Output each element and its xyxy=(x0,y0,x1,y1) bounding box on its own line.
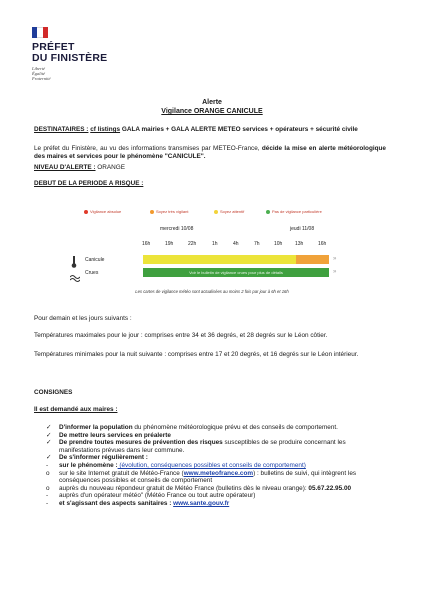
red-dot-icon xyxy=(84,210,88,214)
niveau-alerte xyxy=(34,164,386,172)
timeline-day1: mercredi 10/08 xyxy=(160,226,194,232)
thermometer-icon xyxy=(70,255,78,267)
dash-icon: - xyxy=(46,492,49,500)
item-bold: et s'agissant des aspects sanitaires : xyxy=(59,499,174,507)
item-rest: susceptibles de se produire concernant les manifestations prévues dans leur commune. xyxy=(59,439,346,454)
item-text: sur le site Internet gratuit de Météo-France ( xyxy=(59,469,184,477)
hour-label: 16h xyxy=(318,241,327,247)
hour-label: 10h xyxy=(274,241,283,247)
hour-label: 19h xyxy=(165,241,174,247)
sante-link[interactable]: www.sante.gouv.fr xyxy=(173,499,230,507)
crues-bar: Voir le bulletin de vigilance crues pour plus de détails xyxy=(143,268,329,277)
check-icon: ✓ xyxy=(46,439,52,447)
destinataires-block xyxy=(34,126,386,134)
niveau-label: NIVEAU D'ALERTE : xyxy=(34,164,96,171)
hour-label: 4h xyxy=(233,241,239,247)
alert-title: Alerte xyxy=(202,99,222,106)
list-item xyxy=(34,439,386,454)
item-text: auprès du nouveau répondeur gratuit de Météo France (bulletins dès le niveau orange): xyxy=(59,484,309,492)
hour-label: 1h xyxy=(212,241,218,247)
republic-motto xyxy=(32,66,51,81)
dash-icon: - xyxy=(46,461,49,469)
intro-bold: décide la mise en alerte météorologique des maires et services pour le phénomène "CANICULE". xyxy=(34,145,386,160)
list-item xyxy=(34,454,386,462)
legend-item-red xyxy=(84,209,121,214)
list-item xyxy=(34,492,386,500)
list-item xyxy=(34,462,386,470)
list-item xyxy=(34,500,386,508)
circle-bullet-icon: o xyxy=(46,469,50,477)
legend-label-green: Pas de vigilance particulière xyxy=(272,209,322,214)
debut-periode xyxy=(34,180,386,188)
list-item xyxy=(34,470,386,485)
hour-label: 22h xyxy=(188,241,197,247)
list-item xyxy=(34,432,386,440)
item-text: ) : bulletins de suivi, qui intègrent les conséquences possibles et conseils de comportement xyxy=(59,469,357,485)
row-label-crues: Crues xyxy=(85,270,99,276)
canicule-row-end-icon: » xyxy=(333,256,337,262)
yellow-dot-icon xyxy=(214,210,218,214)
item-rest: du phénomène météorologique prévu et des conseils de comportement. xyxy=(132,424,338,431)
canicule-bar-orange xyxy=(296,255,329,264)
item-bold: sur le phénomène : xyxy=(59,461,118,469)
timeline-note: Les cartes de vigilance météo sont actualisées au moins 2 fois par jour à 6h et 16h xyxy=(135,289,289,294)
intro-plain: Le préfet du Finistère, au vu des informations transmises par METEO-France, xyxy=(34,145,262,152)
phone-number: 05.67.22.95.00 xyxy=(308,484,352,492)
list-item xyxy=(34,485,386,493)
legend-item-green xyxy=(266,209,322,214)
intro-paragraph xyxy=(34,145,386,161)
orange-dot-icon xyxy=(150,210,154,214)
prefecture-name xyxy=(32,42,107,64)
check-icon: ✓ xyxy=(46,431,52,439)
marianne-flag-logo xyxy=(32,27,48,38)
suivants-heading: Pour demain et les jours suivants : xyxy=(34,315,132,322)
row-label-canicule: Canicule xyxy=(85,257,105,263)
timeline-hours xyxy=(140,241,340,249)
item-text: auprès d'un opérateur météo" (Météo France ou tout autre opérateur) xyxy=(59,492,256,500)
list-item xyxy=(34,424,386,432)
legend-item-orange xyxy=(150,209,188,214)
prefet-line2: DU FINISTÈRE xyxy=(32,52,108,64)
legend-label-yellow: Soyez attentif xyxy=(220,209,245,214)
phenomene-link[interactable]: (évolution, conséquences possibles et conseils de comportement) xyxy=(117,461,306,469)
dash-icon: - xyxy=(46,499,49,507)
destinataires-text: GALA mairies + GALA ALERTE METEO services + opérateurs + sécurité civile xyxy=(120,126,358,133)
consignes-title: CONSIGNES xyxy=(34,389,73,396)
check-icon: ✓ xyxy=(46,424,52,431)
wave-icon xyxy=(70,269,80,277)
consignes-list xyxy=(34,424,386,508)
legend-label-orange: Soyez très vigilant xyxy=(156,209,189,214)
debut-label: DEBUT DE LA PERIODE A RISQUE : xyxy=(34,180,144,187)
alert-subtitle: Vigilance ORANGE CANICULE xyxy=(161,108,263,115)
crues-row-end-icon: » xyxy=(333,269,337,275)
legend-item-yellow xyxy=(214,209,244,214)
hour-label: 16h xyxy=(142,241,151,247)
destinataires-list: cf listings xyxy=(90,126,121,133)
motto-fraternite: Fraternité xyxy=(32,76,51,81)
item-bold: D'informer la population xyxy=(59,424,133,431)
hour-label: 7h xyxy=(254,241,260,247)
timeline-day2: jeudi 11/08 xyxy=(290,226,315,232)
meteofrance-link[interactable]: www.meteofrance.com xyxy=(183,469,254,477)
vigilance-legend xyxy=(84,207,344,217)
motto-egalite: Égalité xyxy=(32,71,45,76)
green-dot-icon xyxy=(266,210,270,214)
hour-label: 13h xyxy=(295,241,304,247)
circle-bullet-icon: o xyxy=(46,484,50,492)
item-bold: De mettre leurs services en préalerte xyxy=(59,431,171,439)
motto-liberte: Liberté xyxy=(32,66,45,71)
check-icon: ✓ xyxy=(46,454,52,462)
item-bold: De s'informer régulièrement : xyxy=(59,454,148,462)
temp-max-paragraph: Températures maximales pour le jour : comprises entre 34 et 36 degrés, et 28 degrés sur le Léon côtier. xyxy=(34,332,328,339)
destinataires-label: DESTINATAIRES : xyxy=(34,126,89,133)
prefet-line1: PRÉFET xyxy=(32,41,75,53)
item-bold: De prendre toutes mesures de prévention des risques xyxy=(59,439,223,447)
legend-label-red: Vigilance absolue xyxy=(90,209,122,214)
temp-min-paragraph: Températures minimales pour la nuit suivante : comprises entre 17 et 20 degrés, et 16 degrés sur le Léon intérieur. xyxy=(34,351,359,358)
consignes-subtitle: Il est demandé aux maires : xyxy=(34,406,118,413)
niveau-value: ORANGE xyxy=(95,164,126,171)
